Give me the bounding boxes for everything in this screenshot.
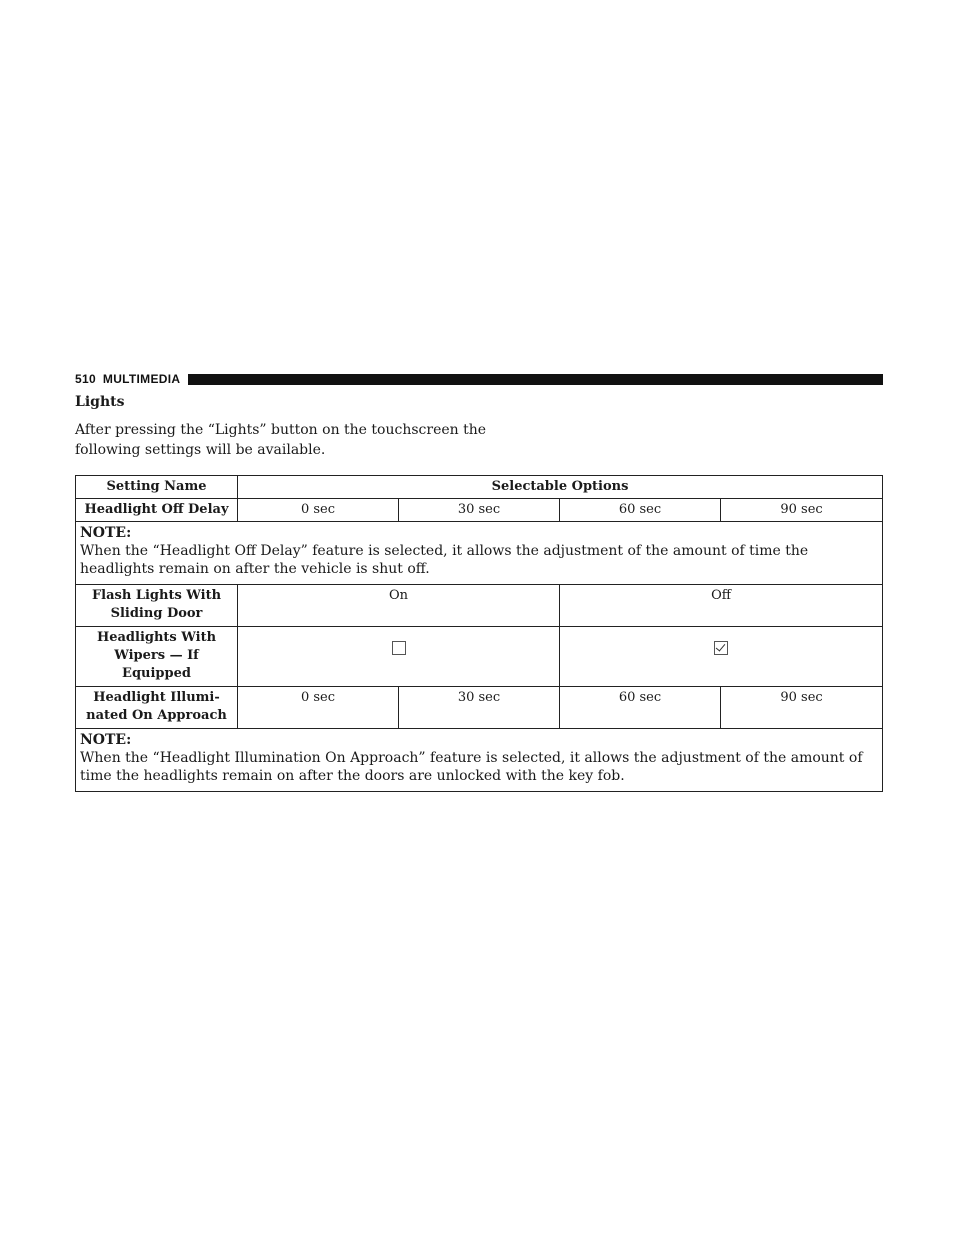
section-heading: Lights: [75, 394, 125, 410]
option-cell: Off: [560, 585, 883, 627]
option-cell: 30 sec: [399, 499, 560, 522]
page-header: [75, 372, 883, 386]
page-number: 510: [75, 372, 96, 386]
setting-name: Headlights With Wipers — If Equipped: [76, 627, 238, 687]
option-cell: 90 sec: [721, 687, 883, 729]
note-text: When the “Headlight Illumination On Approach” feature is selected, it allows the adjustment of the amount of time the headlights remain on after the doors are unlocked with the key fob.: [80, 750, 863, 784]
option-cell: 0 sec: [238, 687, 399, 729]
option-cell: 60 sec: [560, 687, 721, 729]
option-cell: [238, 627, 560, 687]
table-row: [76, 687, 883, 729]
option-cell: 30 sec: [399, 687, 560, 729]
option-cell: 60 sec: [560, 499, 721, 522]
table-row: [76, 627, 883, 687]
checkmark-icon: [716, 641, 726, 651]
section-title: MULTIMEDIA: [102, 372, 181, 386]
note-cell: [76, 729, 883, 792]
note-label: NOTE:: [80, 525, 132, 541]
header-rule: [188, 374, 883, 385]
header-selectable-options: Selectable Options: [238, 476, 883, 499]
setting-name: Flash Lights With Sliding Door: [76, 585, 238, 627]
option-cell: On: [238, 585, 560, 627]
note-text: When the “Headlight Off Delay” feature is selected, it allows the adjustment of the amount of time the headlights remain on after the vehicle is shut off.: [80, 543, 809, 577]
note-cell: [76, 522, 883, 585]
table-row: [76, 499, 883, 522]
note-row: [76, 729, 883, 792]
header-setting-name: Setting Name: [76, 476, 238, 499]
option-cell: [560, 627, 883, 687]
note-row: [76, 522, 883, 585]
lights-settings-table: [75, 475, 883, 792]
table-header-row: [76, 476, 883, 499]
setting-name: Headlight Illumi- nated On Approach: [76, 687, 238, 729]
intro-paragraph: After pressing the “Lights” button on the touchscreen the following settings will be available.: [75, 422, 487, 458]
checkbox-unchecked-icon: [392, 641, 406, 655]
checkbox-checked-icon: [714, 641, 728, 655]
table-row: [76, 585, 883, 627]
setting-name: Headlight Off Delay: [76, 499, 238, 522]
option-cell: 0 sec: [238, 499, 399, 522]
note-label: NOTE:: [80, 732, 132, 748]
option-cell: 90 sec: [721, 499, 883, 522]
